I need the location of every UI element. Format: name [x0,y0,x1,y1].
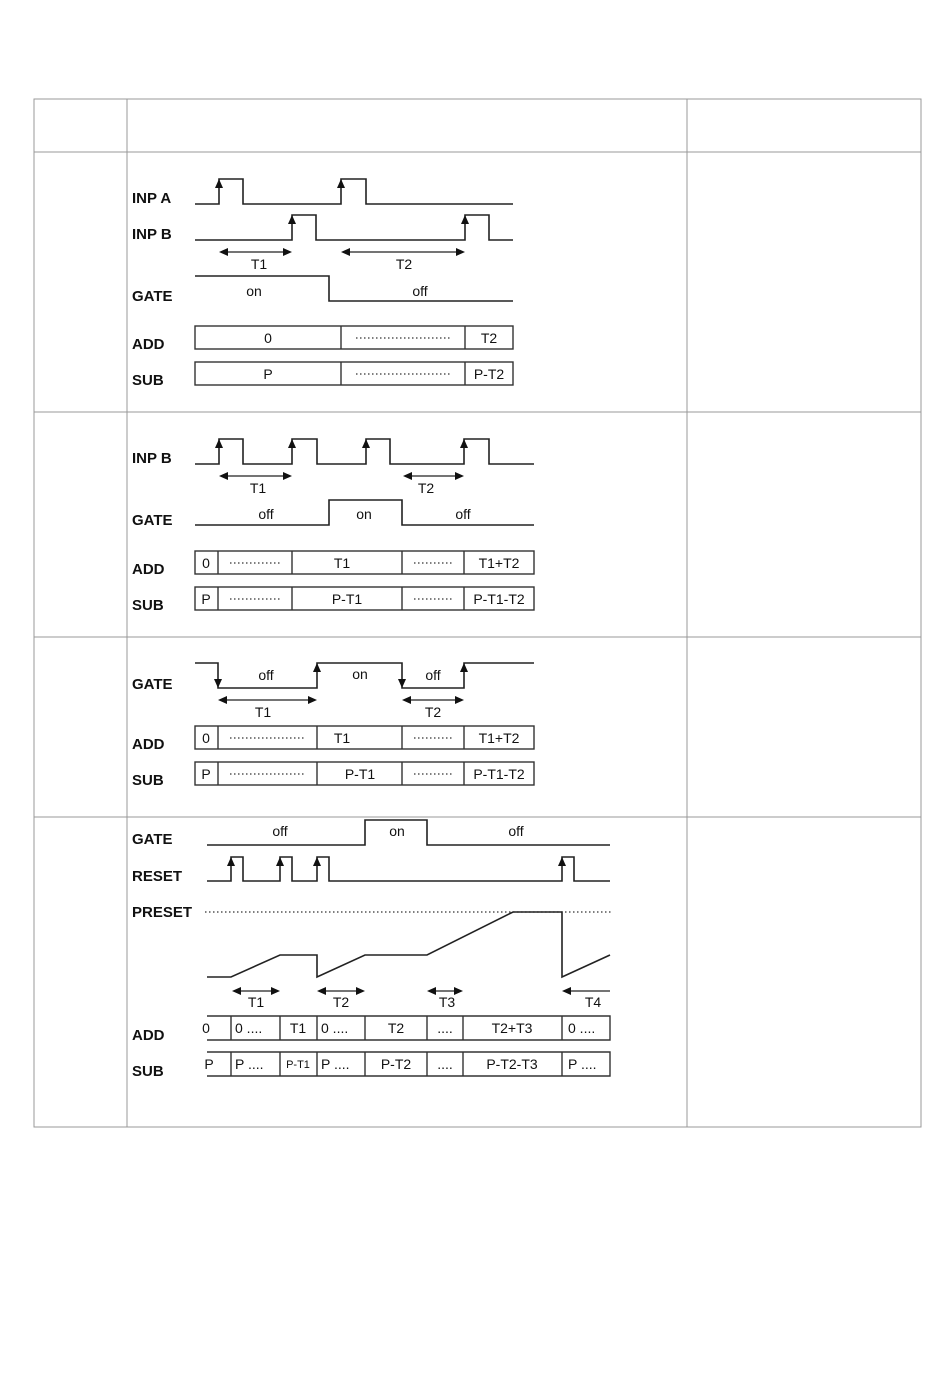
gate-state-on: on [356,506,372,522]
add-cell: 0 [202,555,210,571]
sub-cell: P [263,366,273,382]
label-add: ADD [132,736,165,753]
gate-waveform [195,276,513,301]
sub-cell: P-T1 [286,1059,310,1071]
add-cell: T1 [333,730,351,746]
label-sub: SUB [132,1063,164,1080]
label-gate: GATE [132,288,173,305]
sub-cell: P-T2-T3 [486,1056,538,1072]
table-border [34,99,921,1127]
gate-waveform [207,820,610,845]
gate-state-off: off [412,283,428,299]
interval-t2-label: T2 [332,994,350,1010]
label-gate: GATE [132,512,173,529]
rising-edge-arrow [362,439,370,448]
label-inp-b: INP B [132,226,172,243]
rising-edge-arrow [313,663,321,672]
sub-cell: P-T1-T2 [473,591,525,607]
add-cell: 0 [264,330,272,346]
label-inp-a: INP A [132,190,172,207]
add-cell: 0 .... [321,1020,349,1036]
label-reset: RESET [132,868,183,885]
gate-state-off: off [508,823,524,839]
gate-state-on: on [246,283,262,299]
rising-edge-arrow [460,439,468,448]
rising-edge-arrow [461,215,469,224]
reset-waveform [207,857,610,881]
interval-t1-label: T1 [250,256,268,272]
sub-cell: P [201,591,211,607]
gate-state-off: off [272,823,288,839]
interval-t2-label: T2 [417,480,435,496]
label-inp-b: INP B [132,450,172,467]
rising-edge-arrow [337,179,345,188]
arrowhead-right [456,248,465,256]
sub-cell: P-T1 [344,766,376,782]
gate-state-off: off [258,506,274,522]
rising-edge-arrow [460,663,468,672]
arrowhead-left [219,248,228,256]
rising-edge-arrow [558,857,566,866]
label-sub: SUB [132,372,164,389]
inp-a-waveform [195,179,513,204]
add-cell: 0 [202,730,210,746]
sub-cell: .... [437,1056,453,1072]
add-cell: T2 [387,1020,405,1036]
label-sub: SUB [132,597,164,614]
interval-t3-label: T3 [438,994,456,1010]
interval-t2-label: T2 [395,256,413,272]
sub-cell: P-T2 [473,366,505,382]
add-cell: 0 .... [568,1020,596,1036]
label-add: ADD [132,561,165,578]
interval-t1-label: T1 [249,480,267,496]
sub-cell: P .... [568,1056,597,1072]
arrowhead-right [283,248,292,256]
interval-t1-label: T1 [254,704,272,720]
sub-cell: P .... [235,1056,264,1072]
sub-cell: P-T2 [380,1056,412,1072]
label-add: ADD [132,1027,165,1044]
timing-diagram-2 [132,439,534,614]
rising-edge-arrow [215,179,223,188]
sub-cell: P-T1-T2 [473,766,525,782]
timing-diagram-3 [132,663,534,789]
rising-edge-arrow [276,857,284,866]
interval-t1-label: T1 [247,994,265,1010]
gate-state-on: on [389,823,405,839]
add-cell: T1 [333,555,351,571]
falling-edge-arrow [398,679,406,688]
timing-diagram-4 [132,820,612,1080]
rising-edge-arrow [227,857,235,866]
counter-value-waveform [207,912,610,977]
add-register-bar [207,1016,610,1040]
gate-state-off: off [425,667,441,683]
label-gate: GATE [132,676,173,693]
label-gate: GATE [132,831,173,848]
rising-edge-arrow [215,439,223,448]
add-cell: T2+T3 [491,1020,533,1036]
rising-edge-arrow [288,215,296,224]
label-add: ADD [132,336,165,353]
add-cell: .... [437,1020,453,1036]
arrowhead-left [341,248,350,256]
rising-edge-arrow [288,439,296,448]
falling-edge-arrow [214,679,222,688]
sub-cell: P [204,1056,214,1072]
rising-edge-arrow [313,857,321,866]
sub-cell: P .... [321,1056,350,1072]
add-cell: T1 [289,1020,307,1036]
interval-t4-label: T4 [584,994,602,1010]
gate-state-off: off [258,667,274,683]
timing-diagram-1 [132,179,513,389]
interval-t2-label: T2 [424,704,442,720]
gate-state-off: off [455,506,471,522]
sub-cell: P-T1 [331,591,363,607]
sub-cell: P [201,766,211,782]
add-cell: T1+T2 [478,730,520,746]
add-cell: T1+T2 [478,555,520,571]
label-preset: PRESET [132,904,193,921]
add-cell: T2 [480,330,498,346]
label-sub: SUB [132,772,164,789]
add-cell: 0 [202,1020,210,1036]
add-cell: 0 .... [235,1020,263,1036]
gate-state-on: on [352,666,368,682]
